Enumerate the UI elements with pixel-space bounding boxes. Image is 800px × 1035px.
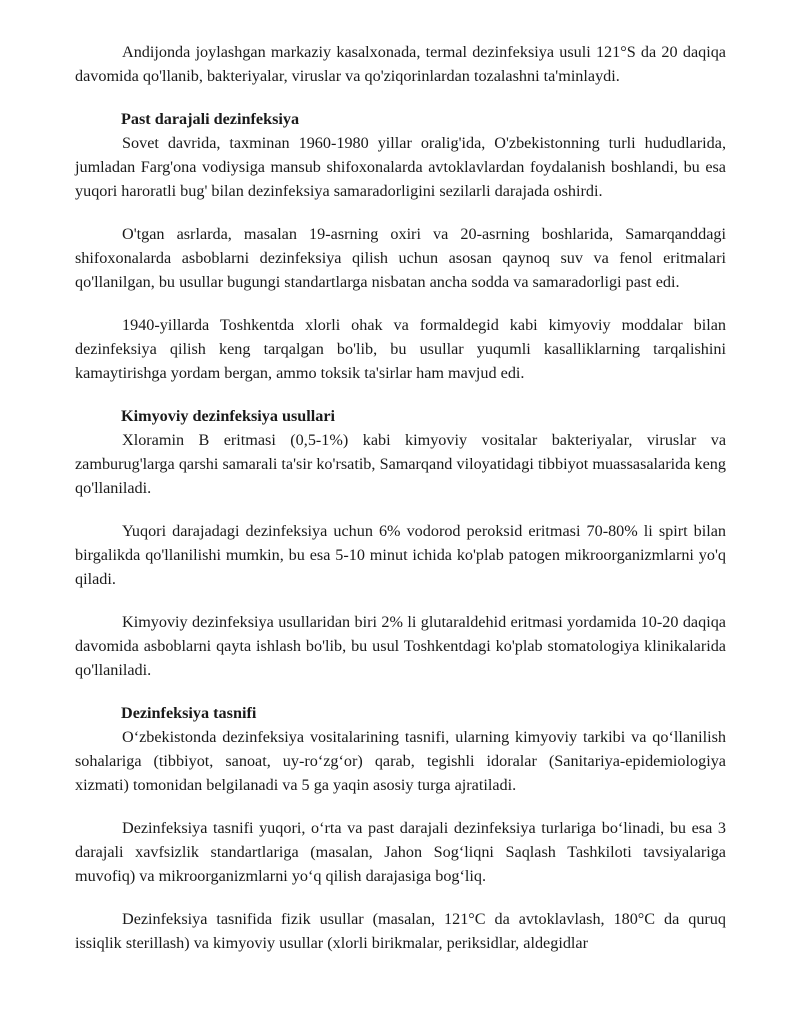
heading-classification: Dezinfeksiya tasnifi xyxy=(121,704,257,722)
paragraph-tashkent-1940s: 1940-yillarda Toshkentda xlorli ohak va formaldegid kabi kimyoviy moddalar bilan dezinfeksiya qilish keng tarqalgan bo'lib, bu usullar yuqumli kasalliklarning tarqalishini kamaytirishga yordam bergan, ammo toksik ta'sirlar ham mavjud edi. xyxy=(75,316,726,382)
paragraph-physical-chemical-methods: Dezinfeksiya tasnifida fizik usullar (masalan, 121°C da avtoklavlash, 180°C da quruq issiqlik sterillash) va kimyoviy usullar (xlorli birikmalar, periksidlar, aldegidlar xyxy=(75,910,726,952)
paragraph-soviet-autoclaves: Sovet davrida, taxminan 1960-1980 yillar oralig'ida, O'zbekistonning turli hududlarida, jumladan Farg'ona vodiysiga mansub shifoxonalarda avtoklavlardan foydalanish boshlandi, bu esa yuqori haroratli bug' bilan dezinfeksiya samaradorligini sezilarli darajada oshirdi. xyxy=(75,134,726,200)
paragraph-hydrogen-peroxide: Yuqori darajadagi dezinfeksiya uchun 6% vodorod peroksid eritmasi 70-80% li spirt bilan birgalikda qo'llanilishi mumkin, bu esa 5-10 minut ichida ko'plab patogen mikroorganizmlarni yo'q qiladi. xyxy=(75,522,726,588)
paragraph-classification-levels: Dezinfeksiya tasnifi yuqori, o‘rta va past darajali dezinfeksiya turlariga bo‘linadi, bu esa 3 darajali xavfsizlik standartlariga (masalan, Jahon Sog‘liqni Saqlash Tashkiloti tavsiyalariga muvofiq) va mikroorganizmlarni yo‘q qilish darajasiga bog‘liq. xyxy=(75,819,726,885)
paragraph-glutaraldehyde: Kimyoviy dezinfeksiya usullaridan biri 2% li glutaraldehid eritmasi yordamida 10-20 daqiqa davomida asboblarni qayta ishlash bo'lib, bu usul Toshkentdagi ko'plab stomatologiya klinikalarida qo'llaniladi. xyxy=(75,613,726,679)
heading-low-level-disinfection: Past darajali dezinfeksiya xyxy=(121,110,300,128)
document-page xyxy=(75,40,726,955)
paragraph-samarkand-history: O'tgan asrlarda, masalan 19-asrning oxiri va 20-asrning boshlarida, Samarqanddagi shifoxonalarda asboblarni dezinfeksiya qilish uchun asosan qaynoq suv va fenol eritmalari qo'llanilgan, bu usullar bugungi standartlarga nisbatan ancha sodda va samaradorligi past edi. xyxy=(75,225,726,291)
paragraph-andijon-thermal: Andijonda joylashgan markaziy kasalxonada, termal dezinfeksiya usuli 121°S da 20 daqiqa davomida qo'llanib, bakteriyalar, viruslar va qo'ziqorinlardan tozalashni ta'minlaydi. xyxy=(75,43,726,85)
heading-chemical-methods: Kimyoviy dezinfeksiya usullari xyxy=(121,407,336,425)
paragraph-classification-authority: O‘zbekistonda dezinfeksiya vositalarining tasnifi, ularning kimyoviy tarkibi va qo‘llanilish sohalariga (tibbiyot, sanoat, uy-ro‘zg‘or) qarab, tegishli idoralar (Sanitariya-epidemiologiya xizmati) tomonidan belgilanadi va 5 ga yaqin asosiy turga ajratiladi. xyxy=(75,728,726,794)
paragraph-chloramine-b: Xloramin B eritmasi (0,5-1%) kabi kimyoviy vositalar bakteriyalar, viruslar va zamburug'larga qarshi samarali ta'sir ko'rsatib, Samarqand viloyatidagi tibbiyot muassasalarida keng qo'llaniladi. xyxy=(75,431,726,497)
